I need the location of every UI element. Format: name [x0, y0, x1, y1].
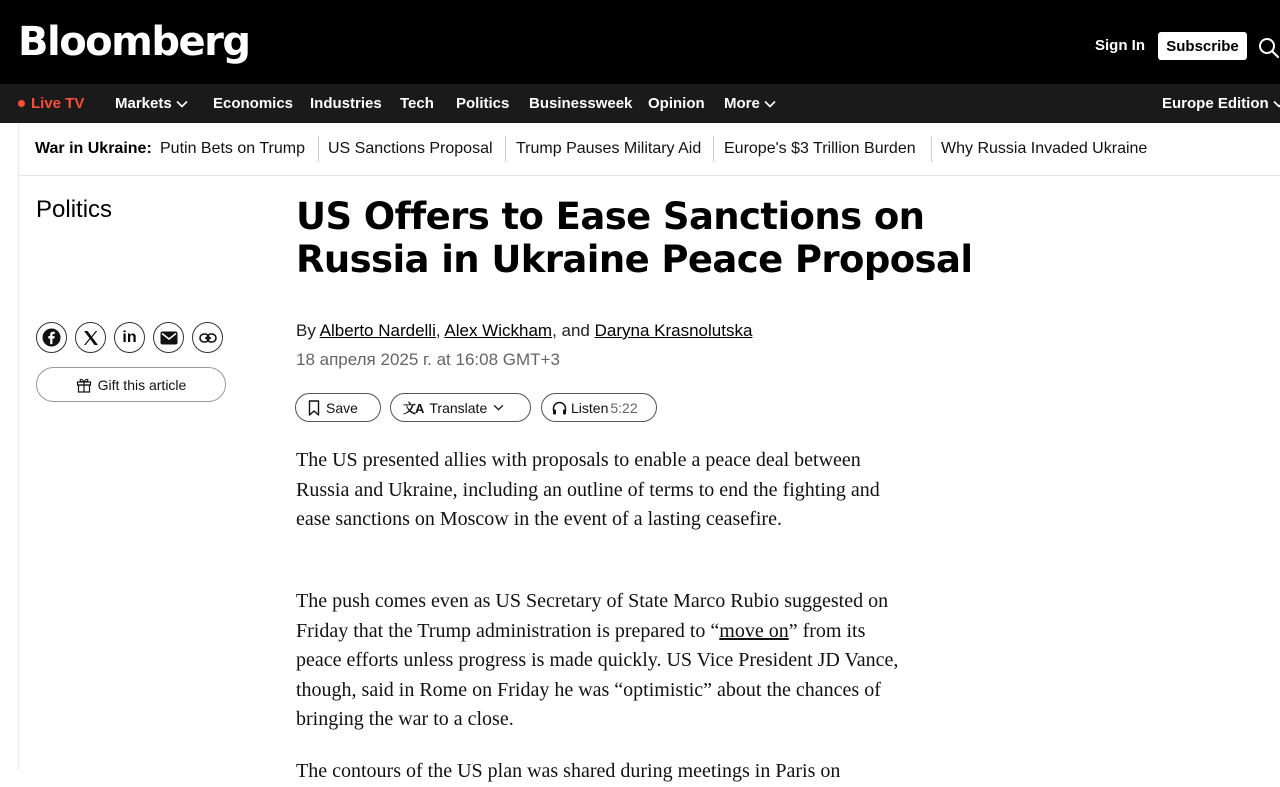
- nav-more-label: More: [724, 95, 760, 112]
- author-link[interactable]: Alberto Nardelli: [319, 321, 436, 340]
- section-label[interactable]: Politics: [36, 196, 113, 223]
- linkedin-icon: in: [122, 328, 137, 346]
- gift-article-label: Gift this article: [97, 376, 187, 393]
- subnav-link-europe-burden[interactable]: Europe's $3 Trillion Burden: [724, 140, 916, 157]
- nav-live-tv[interactable]: [18, 95, 84, 112]
- subnav-divider: [713, 136, 714, 162]
- article-paragraph: The contours of the US plan was shared during meetings in Paris on: [296, 760, 841, 782]
- listen-duration: 5:22: [610, 399, 638, 416]
- author-link[interactable]: Daryna Krasnolutska: [594, 321, 753, 340]
- nav-markets[interactable]: [115, 95, 188, 112]
- headphones-icon: [552, 401, 567, 415]
- subnav-link-military-aid[interactable]: Trump Pauses Military Aid: [516, 140, 702, 157]
- share-facebook-button[interactable]: [36, 322, 67, 353]
- subnav-link-why-russia[interactable]: Why Russia Invaded Ukraine: [941, 140, 1148, 157]
- listen-label: Listen: [571, 399, 609, 416]
- listen-button[interactable]: [541, 393, 657, 422]
- chevron-down-icon: [1273, 100, 1280, 108]
- subnav-link-putin-bets[interactable]: Putin Bets on Trump: [160, 140, 305, 157]
- translate-label: Translate: [429, 399, 488, 416]
- subnav-link-sanctions[interactable]: US Sanctions Proposal: [328, 140, 493, 157]
- nav-edition-label: Europe Edition: [1162, 95, 1269, 112]
- translate-button[interactable]: [390, 393, 531, 422]
- byline: [296, 321, 752, 341]
- chevron-down-icon: [493, 404, 504, 411]
- publish-date: 18 апреля 2025 г. at 16:08 GMT+3: [296, 350, 560, 369]
- top-header: [0, 0, 1280, 84]
- subnav-divider: [318, 136, 319, 162]
- byline-prefix: By: [296, 321, 316, 340]
- subnav-label: War in Ukraine:: [35, 140, 152, 157]
- chevron-down-icon: [176, 100, 188, 108]
- live-dot-icon: [18, 100, 25, 107]
- search-icon[interactable]: [1258, 37, 1280, 59]
- author-link[interactable]: Alex Wickham: [444, 321, 553, 340]
- nav-tech[interactable]: Tech: [400, 95, 434, 112]
- share-x-button[interactable]: [75, 322, 106, 353]
- facebook-icon: [42, 328, 61, 347]
- paragraph-text: The push comes even as US Secretary of State Marco Rubio suggested on Friday that the Trump administration is prepared to “: [296, 590, 889, 642]
- article-headline: US Offers to Ease Sanctions on Russia in Ukraine Peace Proposal: [296, 195, 973, 281]
- article-paragraph: [296, 587, 906, 735]
- gift-icon: [76, 377, 92, 393]
- byline-comma: ,: [435, 321, 445, 340]
- byline-and: , and: [552, 321, 590, 340]
- nav-live-tv-label: Live TV: [31, 95, 85, 112]
- subnav-divider: [931, 136, 932, 162]
- x-icon: [83, 330, 99, 346]
- save-label: Save: [326, 399, 358, 416]
- nav-economics[interactable]: Economics: [213, 95, 294, 112]
- nav-markets-label: Markets: [115, 95, 172, 112]
- bloomberg-logo[interactable]: Bloomberg: [18, 19, 250, 65]
- gift-article-button[interactable]: [36, 367, 226, 402]
- email-icon: [160, 331, 178, 345]
- chevron-down-icon: [764, 100, 776, 108]
- share-linkedin-button[interactable]: [114, 322, 145, 353]
- nav-businessweek[interactable]: Businessweek: [529, 95, 633, 112]
- nav-industries[interactable]: Industries: [310, 95, 382, 112]
- share-link-button[interactable]: [192, 322, 223, 353]
- link-icon: [199, 332, 217, 344]
- save-button[interactable]: [295, 393, 381, 422]
- paragraph-text: ” from its peace efforts unless progress is made quickly. US Vice President JD Vance, though, said in Rome on Friday he was “optimistic” about the chances of bringing the war to a close.: [296, 619, 899, 730]
- nav-more[interactable]: [724, 95, 776, 112]
- subnav-divider: [505, 136, 506, 162]
- main-nav: [0, 84, 1280, 123]
- move-on-link[interactable]: move on: [719, 619, 789, 642]
- nav-opinion[interactable]: Opinion: [648, 95, 705, 112]
- subscribe-button[interactable]: Subscribe: [1158, 32, 1247, 60]
- bookmark-icon: [308, 400, 320, 416]
- nav-edition[interactable]: [1162, 95, 1280, 112]
- share-email-button[interactable]: [153, 322, 184, 353]
- article-paragraph: The US presented allies with proposals to enable a peace deal between Russia and Ukraine, including an outline of terms to end the fighting and ease sanctions on Moscow in the event of a lasting ceasefire.: [296, 449, 880, 530]
- translate-icon: 文A: [403, 401, 424, 416]
- sign-in-link[interactable]: Sign In: [1095, 37, 1145, 54]
- topic-subnav: [18, 123, 1280, 176]
- left-rule: [18, 175, 19, 770]
- nav-politics[interactable]: Politics: [456, 95, 510, 112]
